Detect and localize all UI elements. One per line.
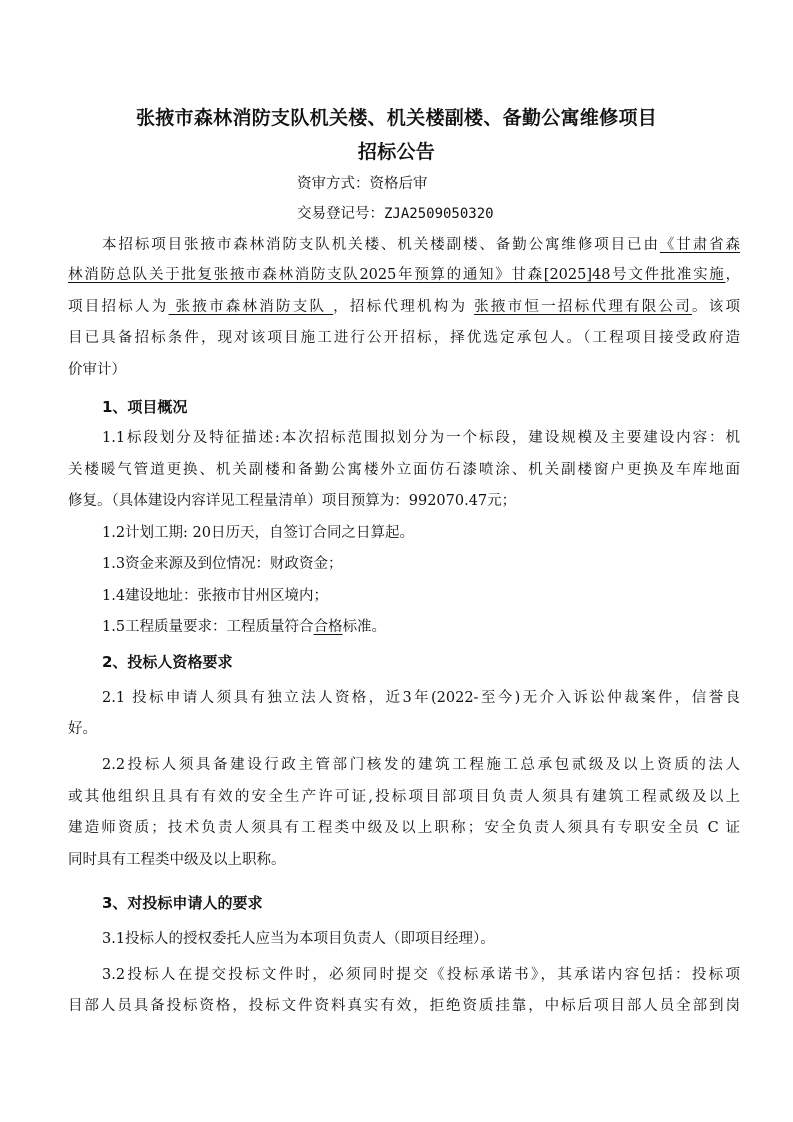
registration-number-value: ZJA2509050320 <box>384 206 494 222</box>
section-1-1-line-3: 修复。（具体建设内容详见工程量清单）项目预算为：992070.47元； <box>68 493 517 509</box>
tenderer-name: 张掖市森林消防支队 <box>168 299 334 315</box>
review-method <box>297 174 428 194</box>
section-1-heading: 1、项目概况 <box>102 398 188 416</box>
intro-punct: ， <box>725 267 740 283</box>
intro-line-2 <box>68 265 740 285</box>
section-2-1-line-1: 2.1 投标申请人须具有独立法人资格，近3年(2022-至今)无介入诉讼仲裁案件，信誉良 <box>102 690 740 706</box>
intro-text: 本招标项目张掖市森林消防支队机关楼、机关楼副楼、备勤公寓维修项目已由 <box>102 237 660 253</box>
section-3-heading: 3、对投标申请人的要求 <box>102 894 263 912</box>
review-method-value: 资格后审 <box>369 176 428 192</box>
intro-text-cont: 。该项 <box>692 299 741 315</box>
intro-line-4: 目已具备招标条件，现对该项目施工进行公开招标，择优选定承包人。（工程项目接受政府造 <box>68 330 740 346</box>
document-title-line2: 招标公告 <box>357 141 436 163</box>
intro-line-3 <box>68 297 740 317</box>
section-2-2-line-3: 建造师资质；技术负责人须具有工程类中级及以上职称；安全负责人须具有专职安全员 C 证 <box>68 820 740 836</box>
section-1-3: 1.3资金来源及到位情况：财政资金； <box>102 556 343 572</box>
quality-suffix: 标准。 <box>342 619 387 635</box>
section-2-2-line-4: 同时具有工程类中级及以上职称。 <box>68 852 286 868</box>
section-2-1-line-2: 好。 <box>68 721 97 737</box>
section-1-5 <box>102 617 386 637</box>
agency-name: 张掖市恒一招标代理有限公司 <box>474 299 692 315</box>
registration-number-label: 交易登记号： <box>297 206 384 222</box>
intro-line-5: 价审计） <box>68 362 126 378</box>
section-2-heading: 2、投标人资格要求 <box>102 653 233 671</box>
section-3-1: 3.1投标人的授权委托人应当为本项目负责人（即项目经理）。 <box>102 931 495 947</box>
approval-document-ref: 《甘肃省森 <box>659 237 741 253</box>
agency-label: ，招标代理机构为 <box>333 299 475 315</box>
section-2-2-line-2: 或其他组织且具有有效的安全生产许可证,投标项目部项目负责人须具有建筑工程贰级及以上 <box>68 789 740 805</box>
document-title-line1: 张掖市森林消防支队机关楼、机关楼副楼、备勤公寓维修项目 <box>135 107 658 129</box>
section-1-1-line-1: 1.1标段划分及特征描述:本次招标范围拟划分为一个标段，建设规模及主要建设内容：机 <box>102 430 740 446</box>
tenderer-label: 项目招标人为 <box>68 299 169 315</box>
review-method-label: 资审方式： <box>297 176 370 192</box>
registration-number <box>297 204 494 224</box>
intro-line-1 <box>102 235 740 255</box>
quality-standard: 合格 <box>313 619 343 635</box>
section-3-2-line-1: 3.2投标人在提交投标文件时，必须同时提交《投标承诺书》，其承诺内容包括：投标项 <box>102 967 740 983</box>
section-2-2-line-1: 2.2投标人须具备建设行政主管部门核发的建筑工程施工总承包贰级及以上资质的法人 <box>102 757 740 773</box>
quality-label: 1.5工程质量要求：工程质量符合 <box>102 619 314 635</box>
section-1-2: 1.2计划工期: 20日历天，自签订合同之日算起。 <box>102 525 415 541</box>
section-1-1-line-2: 关楼暖气管道更换、机关副楼和备勤公寓楼外立面仿石漆喷涂、机关副楼窗户更换及车库地面 <box>68 462 740 478</box>
approval-document-ref-cont: 林消防总队关于批复张掖市森林消防支队2025年预算的通知》甘森[2025]48号文件批准实施 <box>68 267 726 283</box>
section-1-4: 1.4建设地址：张掖市甘州区境内； <box>102 588 329 604</box>
section-3-2-line-2: 目部人员具备投标资格，投标文件资料真实有效，拒绝资质挂靠，中标后项目部人员全部到岗 <box>68 998 740 1014</box>
